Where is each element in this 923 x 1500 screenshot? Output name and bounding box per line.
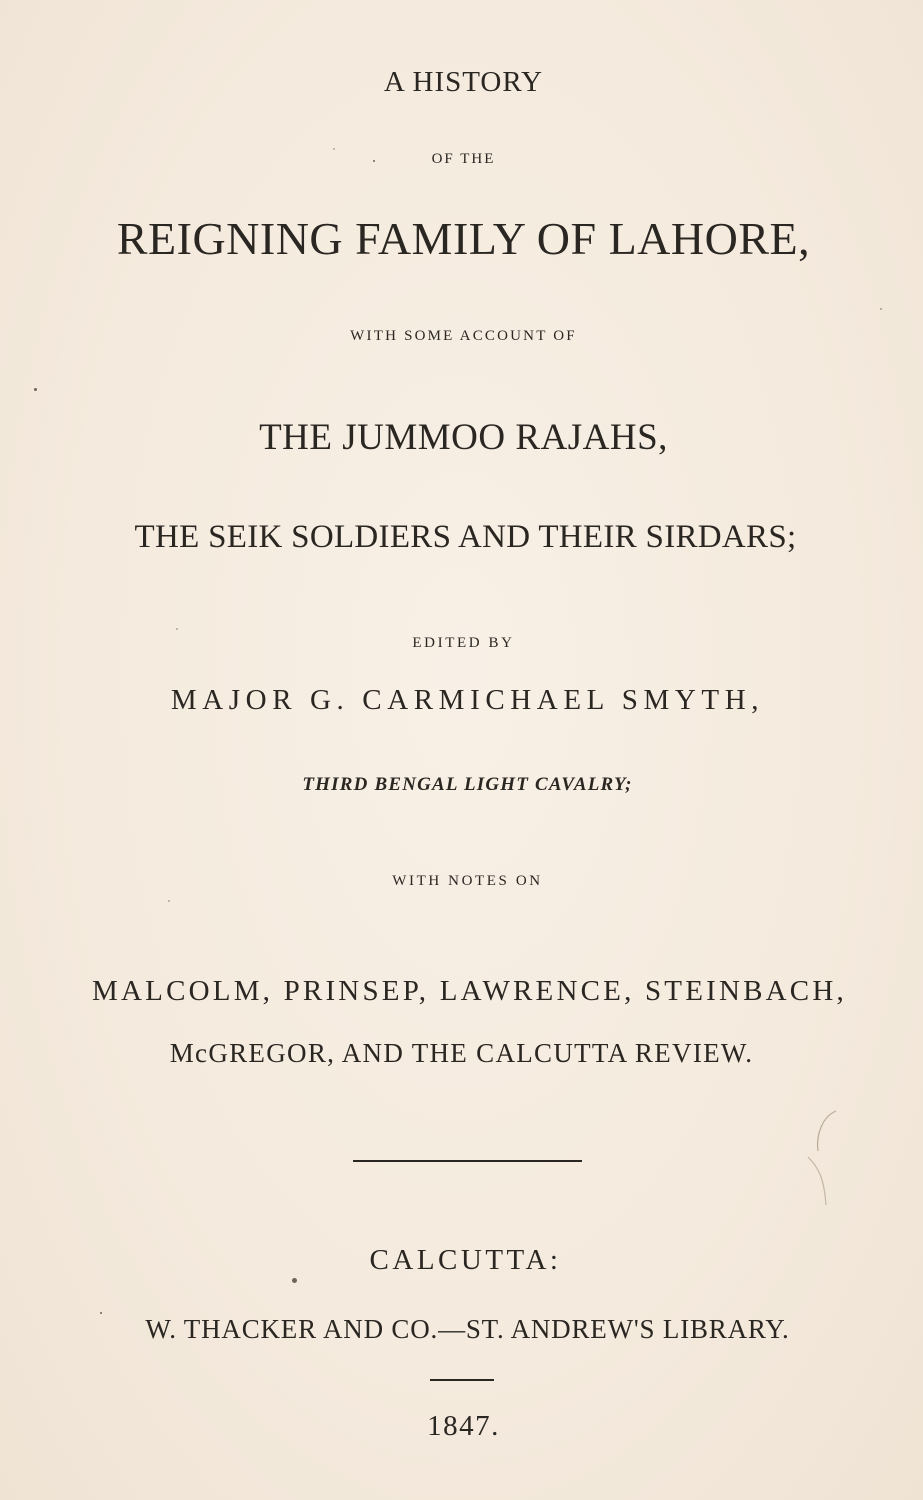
editor-regiment: THIRD BENGAL LIGHT CAVALRY;	[302, 774, 633, 795]
paper-speck	[333, 148, 335, 150]
paper-speck	[880, 308, 882, 310]
paper-speck	[373, 160, 375, 162]
divider-rule	[353, 1160, 582, 1162]
imprint-publisher: W. THACKER AND CO.—ST. ANDREW'S LIBRARY.	[145, 1314, 790, 1344]
title-line-of-the: OF THE	[431, 151, 496, 167]
imprint-city: CALCUTTA:	[369, 1244, 562, 1276]
paper-speck	[176, 628, 178, 630]
title-line-a-history: A HISTORY	[383, 66, 544, 98]
paper-speck	[100, 1312, 102, 1314]
notes-authors-line-2: McGREGOR, AND THE CALCUTTA REVIEW.	[169, 1038, 754, 1068]
main-title: REIGNING FAMILY OF LAHORE,	[116, 213, 811, 264]
title-line-with-some-account: WITH SOME ACCOUNT OF	[350, 328, 577, 344]
paper-speck	[292, 1278, 297, 1283]
subtitle-seik-soldiers: THE SEIK SOLDIERS AND THEIR SIRDARS;	[134, 519, 797, 555]
editor-name: MAJOR G. CARMICHAEL SMYTH,	[170, 684, 765, 716]
paper-speck	[168, 900, 170, 902]
edited-by-label: EDITED BY	[412, 635, 515, 651]
subtitle-jummoo-rajahs: THE JUMMOO RAJAHS,	[259, 417, 668, 458]
with-notes-on-label: WITH NOTES ON	[392, 873, 543, 889]
notes-authors-line-1: MALCOLM, PRINSEP, LAWRENCE, STEINBACH,	[92, 975, 847, 1007]
paper-speck	[34, 388, 37, 391]
short-divider-rule	[430, 1379, 494, 1381]
paper-fiber-mark	[800, 1105, 850, 1215]
imprint-year: 1847.	[427, 1410, 500, 1442]
